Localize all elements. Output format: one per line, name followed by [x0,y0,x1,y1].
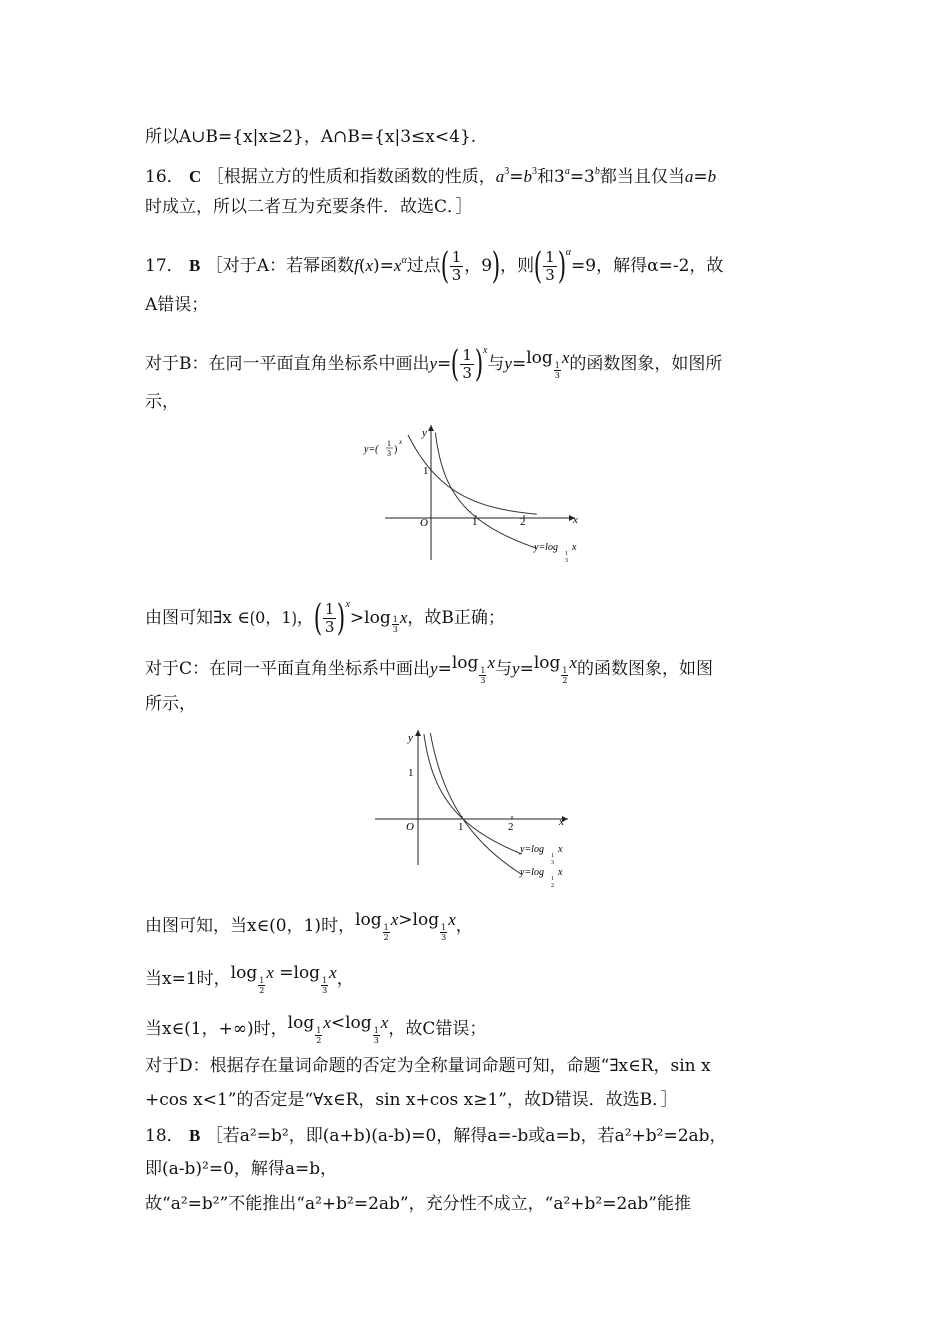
tick-label-y1: 1 [408,767,414,779]
svg-text:x: x [399,438,403,446]
x-axis-label: x [573,514,578,526]
option-b-line-1: 对于B：在同一平面直角坐标系中画出y=( $\frac{1}{3}$ )$^x$与y=log $\frac{1}{3}$ x的函数图象，如图所 [145,343,723,385]
text: 和 [536,167,554,187]
svg-text:x: x [572,542,577,553]
text: 由图可知，当x∈(0，1)时， [145,916,356,936]
svg-text:x: x [558,867,563,878]
label-exponential [363,438,403,458]
y-axis-label: y [422,427,427,439]
curve-logarithm [435,433,536,549]
label-log-base-third [519,844,563,866]
graph-two-logarithms [370,725,580,890]
text: 当x=1时， [145,969,231,989]
text: ［对于A：若幂函数 [205,256,355,276]
answer-letter: C [189,167,202,186]
option-b-line-2: 示， [145,392,179,412]
label-logarithm [533,542,577,564]
fraction-one-third: $\frac{1}{3}$ [545,248,555,284]
question-18-line-3: 故“a²=b²”不能推出“a²+b²=2ab”，充分性不成立，“a²+b²=2ab”能推 [145,1194,691,1214]
text: 与 [495,659,513,679]
option-b-conclusion: 由图可知∃x ∈⟮0，1⟯，( $\frac{1}{3}$ )$^x$>log $\frac{1}{3}$ x，故B正确； [145,597,505,639]
text: 过点 [406,256,441,276]
curve-log-base-third [424,734,522,854]
question-18-line-2: 即(a-b)²=0，解得a=b， [145,1159,338,1179]
text: ，故C错误； [388,1019,487,1039]
option-c-conclusion-1: 由图可知，当x∈(0，1)时，log $\frac{1}{2}$ x>log $\frac{1}{3}$ x， [145,910,473,942]
question-number: 16． [145,167,184,187]
text: ［若a²=b²，即(a+b)(a-b)=0，解得a=-b或a=b，若a²+b²=2ab， [205,1126,727,1146]
svg-text:2: 2 [551,883,554,889]
svg-text:y=log: y=log [520,844,544,855]
fraction-one-third: $\frac{1}{3}$ [462,346,472,382]
option-c-conclusion-3: 当x∈(1，+∞)时，log $\frac{1}{2}$ x<log $\frac{1}{3}$ x，故C错误； [145,1013,487,1045]
tick-label-1: 1 [472,516,478,528]
svg-text:y=log: y=log [534,542,558,553]
svg-text:1: 1 [387,439,391,448]
tick-label-2: 2 [508,821,514,833]
question-17-line-1: 17． B ［对于A：若幂函数$f(x)=x^\alpha$过点( $\frac{1}{3}$ ，9)，则( $\frac{1}{3}$ )$^\alpha$=9，解得α=-2，故 [145,245,724,287]
option-d-line-2: +cos x<1”的否定是“∀x∈R，sin x+cos x≥1”，故D错误．故选B．］ [145,1090,678,1110]
question-number: 18． [145,1126,184,1146]
text: =9，解得α=-2，故 [571,256,724,276]
svg-text:3: 3 [387,449,391,458]
origin-label: O [420,517,428,529]
text: ［根据立方的性质和指数函数的性质， [206,167,496,187]
answer-letter: B [189,256,201,275]
question-18-line-1 [145,1124,727,1148]
svg-text:x: x [558,844,563,855]
question-16-line-2: 时成立，所以二者互为充要条件．故选C．］ [145,197,473,217]
svg-text:1: 1 [551,876,554,882]
y-axis-label: y [408,732,413,744]
svg-text:1: 1 [565,551,568,557]
text: 与 [487,354,505,374]
label-log-base-half [519,867,563,889]
text: 当x∈(1，+∞)时， [145,1019,288,1039]
text: 由图可知∃x ∈ [145,608,250,628]
text: 的函数图象，如图所 [569,354,723,374]
tick-label-2: 2 [520,516,526,528]
svg-text:y=(: y=( [364,444,379,455]
tick-label-1: 1 [458,821,464,833]
x-axis-label: x [559,816,564,828]
origin-label: O [406,821,414,833]
question-16-line-1: 16． C ［根据立方的性质和指数函数的性质，$a^3=b^3$和$3^a=3^b$都当且仅当a=b [145,166,717,187]
svg-text:1: 1 [551,853,554,859]
curve-log-base-half [430,733,521,874]
text: 对于C：在同一平面直角坐标系中画出 [145,659,431,679]
question-number: 17． [145,256,184,276]
text: ，则 [500,256,535,276]
option-c-line-2: 所示， [145,694,196,714]
question-17-line-2: A错误； [145,295,209,315]
answer-letter: B [189,1126,201,1145]
tick-label-y1: 1 [423,465,429,477]
fraction-one-third: $\frac{1}{3}$ [324,600,335,636]
option-c-conclusion-2: 当x=1时，log $\frac{1}{2}$ x =log $\frac{1}{3}$ x， [145,963,354,995]
graph-exp-vs-log [360,420,600,570]
svg-text:3: 3 [565,558,568,564]
option-d-line-1: 对于D：根据存在量词命题的否定为全称量词命题可知，命题“∃x∈R，sin x [145,1056,711,1076]
svg-text:): ) [394,444,398,455]
svg-text:y=log: y=log [520,867,544,878]
svg-text:3: 3 [551,860,554,866]
option-c-line-1: 对于C：在同一平面直角坐标系中画出y=log $\frac{1}{3}$ x与y=log $\frac{1}{2}$ x的函数图象，如图 [145,653,714,685]
text-line-union: 所以A∪B={x|x≥2}，A∩B={x|3≤x<4}. [145,127,477,147]
text: ，故B正确； [407,608,505,628]
fraction-one-third: $\frac{1}{3}$ [451,248,462,284]
text: 的函数图象，如图 [577,659,714,679]
text: 都当且仅当 [599,167,685,187]
text: 对于B：在同一平面直角坐标系中画出 [145,354,430,374]
